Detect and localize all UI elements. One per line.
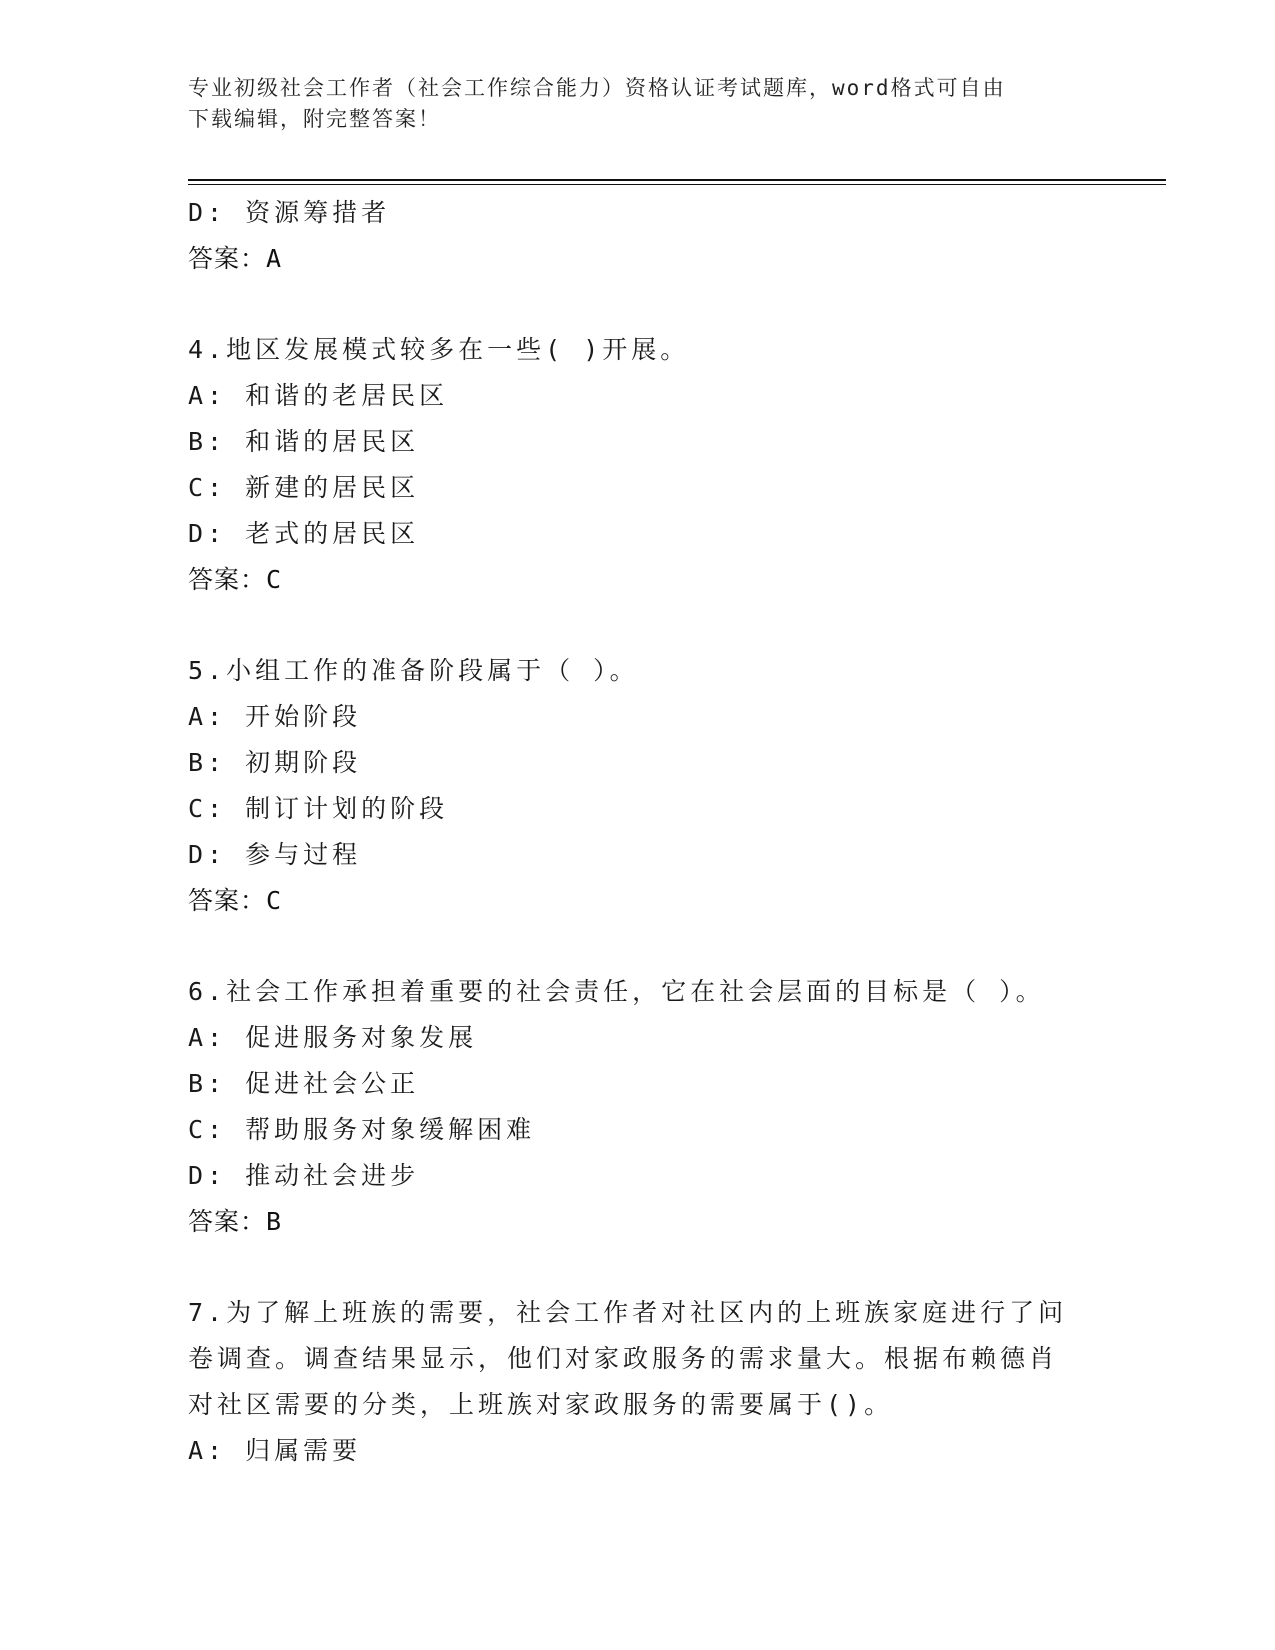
option-d: D: 老式的居民区 [188, 519, 420, 548]
option-d: D: 推动社会进步 [188, 1161, 420, 1190]
option-b: B: 初期阶段 [188, 748, 362, 777]
option-a: A: 归属需要 [188, 1436, 362, 1465]
question-stem: 5.小组工作的准备阶段属于（ ）。 [188, 656, 639, 685]
question-stem-line-1: 7.为了解上班族的需要，社会工作者对社区内的上班族家庭进行了问 [188, 1298, 1068, 1327]
question-stem: 4.地区发展模式较多在一些( )开展。 [188, 335, 690, 364]
answer: 答案：C [188, 886, 283, 915]
header-line-2: 下载编辑，附完整答案！ [188, 107, 441, 131]
question-5 [188, 648, 1068, 924]
option-b: B: 和谐的居民区 [188, 427, 420, 456]
page-header [188, 73, 1068, 135]
option-a: A: 促进服务对象发展 [188, 1023, 478, 1052]
option-d: D: 资源筹措者 [188, 198, 391, 227]
question-list [188, 190, 1068, 1474]
answer: 答案：A [188, 244, 283, 273]
answer: 答案：B [188, 1207, 283, 1236]
question-stem: 6.社会工作承担着重要的社会责任，它在社会层面的目标是（ ）。 [188, 977, 1045, 1006]
question-stem-line-3: 对社区需要的分类，上班族对家政服务的需要属于()。 [188, 1390, 894, 1419]
option-d: D: 参与过程 [188, 840, 362, 869]
question-6 [188, 969, 1068, 1245]
header-line-1: 专业初级社会工作者（社会工作综合能力）资格认证考试题库，word格式可自由 [188, 76, 1006, 100]
option-c: C: 新建的居民区 [188, 473, 420, 502]
header-rule-thick [188, 179, 1166, 181]
option-a: A: 开始阶段 [188, 702, 362, 731]
question-stem-line-2: 卷调查。调查结果显示，他们对家政服务的需求量大。根据布赖德肖 [188, 1344, 1059, 1373]
option-b: B: 促进社会公正 [188, 1069, 420, 1098]
option-c: C: 制订计划的阶段 [188, 794, 449, 823]
question-4 [188, 327, 1068, 603]
question-7 [188, 1290, 1068, 1474]
option-c: C: 帮助服务对象缓解困难 [188, 1115, 536, 1144]
header-rule-thin [188, 184, 1166, 185]
option-a: A: 和谐的老居民区 [188, 381, 449, 410]
answer: 答案：C [188, 565, 283, 594]
